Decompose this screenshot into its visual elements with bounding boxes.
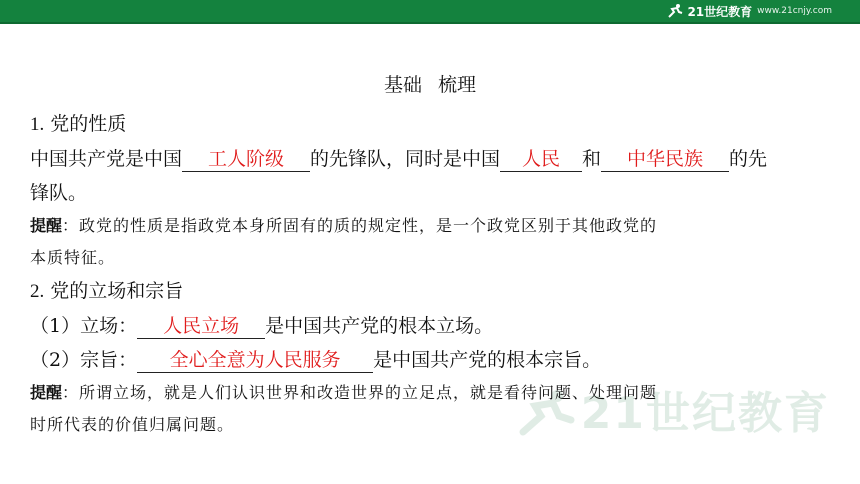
reminder-tag: 提醒 <box>30 383 63 402</box>
reminder-text-1: ：所谓立场，就是人们认识世界和改造世界的立足点，就是看待问题、处理问题 <box>62 383 658 402</box>
section-1-sentence <box>30 142 830 176</box>
section-1-heading <box>30 107 830 142</box>
watermark-text: 21世纪教育 <box>580 388 830 439</box>
reminder-tag: 提醒 <box>30 216 63 235</box>
sentence-text-2: 的先锋队，同时是中国 <box>310 148 501 170</box>
title-part-1: 基础 <box>383 74 422 96</box>
sentence-text-4: 的先 <box>729 148 768 170</box>
header-bar <box>0 0 860 22</box>
main-content <box>30 70 830 441</box>
answer-blank-people-stance: 人民立场 <box>137 314 265 339</box>
section-2-title: 党的立场和宗旨 <box>50 280 184 302</box>
section-1-title: 党的性质 <box>50 113 127 135</box>
section-2-heading <box>30 274 830 309</box>
section-1-reminder <box>30 210 830 242</box>
section-2-item-1 <box>30 309 830 343</box>
logo-text: 21世纪教育 <box>687 4 753 19</box>
reminder-text-2: 时所代表的价值归属问题。 <box>30 415 235 434</box>
logo-subtext: www.21cnjy.com <box>757 6 832 16</box>
item-1-suffix: 是中国共产党的根本立场。 <box>265 315 494 337</box>
section-2-item-2 <box>30 343 830 377</box>
sentence-text-3: 和 <box>582 148 602 170</box>
item-1-prefix: （1）立场： <box>30 315 138 337</box>
section-2-reminder <box>30 377 830 409</box>
section-2-number: 2. <box>30 281 45 302</box>
item-2-prefix: （2）宗旨： <box>30 349 138 371</box>
item-2-suffix: 是中国共产党的根本宗旨。 <box>373 349 602 371</box>
section-2-reminder-cont <box>30 409 830 441</box>
answer-blank-serve-people: 全心全意为人民服务 <box>137 348 373 373</box>
answer-blank-chinese-nation: 中华民族 <box>601 147 729 172</box>
title-part-2: 梳理 <box>438 74 477 96</box>
sentence-text-5: 锋队。 <box>30 182 88 204</box>
reminder-text-2: 本质特征。 <box>30 248 116 267</box>
section-1-reminder-cont <box>30 242 830 274</box>
section-1-sentence-cont <box>30 176 830 210</box>
reminder-text-1: ：政党的性质是指政党本身所固有的质的规定性，是一个政党区别于其他政党的 <box>62 216 658 235</box>
page-title <box>30 70 830 97</box>
runner-icon <box>666 3 684 19</box>
answer-blank-people: 人民 <box>500 147 582 172</box>
section-1-number: 1. <box>30 114 45 135</box>
sentence-text-1: 中国共产党是中国 <box>30 148 183 170</box>
answer-blank-working-class: 工人阶级 <box>182 147 310 172</box>
brand-logo <box>666 1 832 21</box>
header-divider <box>0 22 860 24</box>
